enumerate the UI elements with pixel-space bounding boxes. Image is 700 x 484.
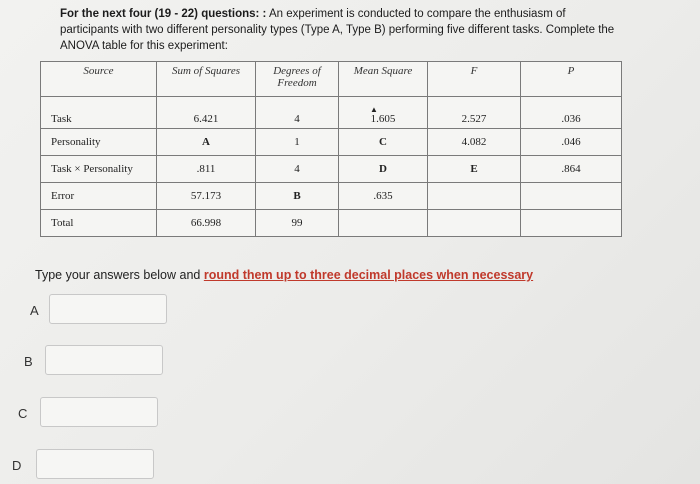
question-prompt bbox=[60, 6, 620, 54]
answer-a-input[interactable] bbox=[49, 294, 167, 324]
row-p: .036 bbox=[521, 97, 622, 129]
row-source: Task bbox=[41, 97, 157, 129]
header-degrees-of-freedom: Degrees of Freedom bbox=[256, 62, 339, 97]
row-p bbox=[521, 183, 622, 210]
answer-label-c: C bbox=[18, 406, 28, 421]
row-p: .864 bbox=[521, 156, 622, 183]
header-mean-square: Mean Square bbox=[339, 62, 428, 97]
table-row bbox=[41, 129, 622, 156]
row-ms: .635 bbox=[339, 183, 428, 210]
answer-b-input[interactable] bbox=[45, 345, 163, 375]
table-row bbox=[41, 97, 622, 129]
row-source: Task × Personality bbox=[41, 156, 157, 183]
header-source: Source bbox=[41, 62, 157, 97]
row-f bbox=[428, 210, 521, 237]
answer-c-input[interactable] bbox=[40, 397, 158, 427]
header-f: F bbox=[428, 62, 521, 97]
row-source: Personality bbox=[41, 129, 157, 156]
row-f bbox=[428, 183, 521, 210]
row-p bbox=[521, 210, 622, 237]
row-df: 1 bbox=[256, 129, 339, 156]
answer-label-a: A bbox=[30, 303, 39, 318]
row-source: Total bbox=[41, 210, 157, 237]
answer-instructions bbox=[35, 268, 533, 282]
row-ss: 66.998 bbox=[157, 210, 256, 237]
row-ss: .811 bbox=[157, 156, 256, 183]
row-f: E bbox=[428, 156, 521, 183]
question-lead: For the next four (19 - 22) questions: : bbox=[60, 8, 267, 20]
row-ms-cell bbox=[339, 97, 428, 129]
row-ms bbox=[339, 210, 428, 237]
row-df: 4 bbox=[256, 97, 339, 129]
row-ms: C bbox=[339, 129, 428, 156]
row-ms: D bbox=[339, 156, 428, 183]
answer-label-b: B bbox=[24, 354, 33, 369]
row-source: Error bbox=[41, 183, 157, 210]
header-sum-of-squares: Sum of Squares bbox=[157, 62, 256, 97]
instructions-prefix: Type your answers below and bbox=[35, 268, 204, 282]
question-body: An experiment is conducted to compare the enthusiasm of participants with two different personality types (Type A, Type B) performing five different tasks. Complete the ANOVA table for this experiment: bbox=[60, 8, 615, 52]
table-header-row bbox=[41, 62, 622, 97]
row-ss: A bbox=[157, 129, 256, 156]
row-ss: 57.173 bbox=[157, 183, 256, 210]
table-row bbox=[41, 156, 622, 183]
table-row bbox=[41, 183, 622, 210]
instructions-emphasis: round them up to three decimal places when necessary bbox=[203, 268, 534, 282]
row-df: 4 bbox=[256, 156, 339, 183]
header-p: P bbox=[521, 62, 622, 97]
row-p: .046 bbox=[521, 129, 622, 156]
row-df: B bbox=[256, 183, 339, 210]
answer-label-d: D bbox=[12, 458, 22, 473]
answer-d-input[interactable] bbox=[36, 449, 154, 479]
row-df: 99 bbox=[256, 210, 339, 237]
row-ss: 6.421 bbox=[157, 97, 256, 129]
table-row bbox=[41, 210, 622, 237]
row-f: 2.527 bbox=[428, 97, 521, 129]
anova-table bbox=[40, 61, 622, 237]
row-ms: 1.605 bbox=[370, 113, 396, 125]
cursor-icon: ▲ bbox=[370, 105, 378, 114]
row-f: 4.082 bbox=[428, 129, 521, 156]
